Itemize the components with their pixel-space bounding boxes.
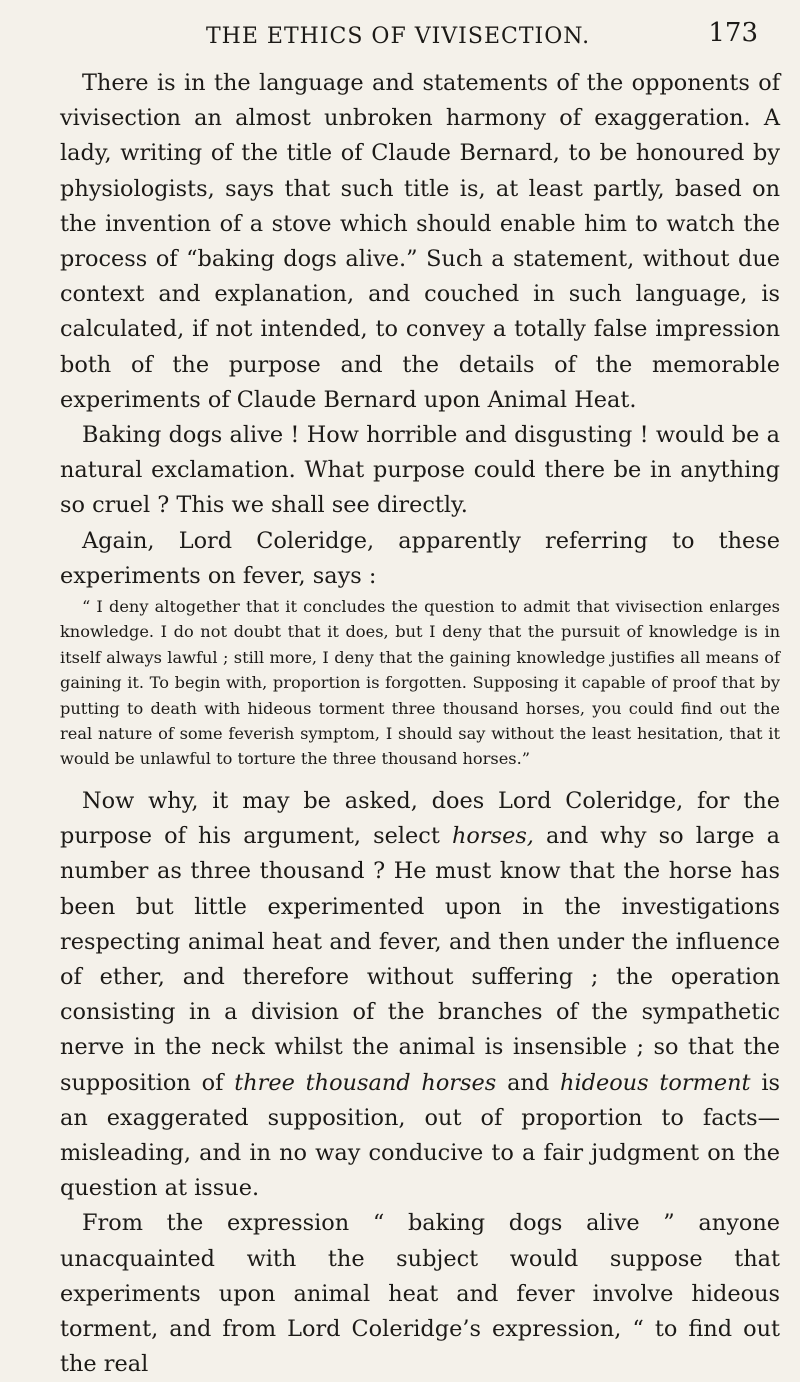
page-header [60, 18, 780, 58]
running-title: THE ETHICS OF VIVISECTION. [206, 24, 591, 49]
paragraph-1: There is in the language and statements of the opponents of vivisection an almost unbroken harmony of exaggeration. A lady, writing of the title of Claude Bernard, to be honoured by physiologists, says that such title is, at least partly, based on the invention of a stove which should enable him to watch the process of “baking dogs alive.” Such a statement, without due context and explanation, and couched in such language, is calculated, if not intended, to convey a totally false impression both of the purpose and the details of the memorable experiments of Claude Bernard upon Animal Heat. [60, 70, 780, 413]
paragraph-4-emphasis-three-thousand-horses: three thousand horses [234, 1069, 497, 1096]
paragraph-4-text-d: is an exaggerated supposition, out of proportion to facts—misleading, and in no way conducive to a fair judgment on the question at issue. [60, 1069, 780, 1202]
paragraph-4-emphasis-horses: horses, [451, 823, 534, 850]
paragraph-3: Again, Lord Coleridge, apparently referring to these experiments on fever, says : [60, 527, 780, 589]
paragraph-4-text-a: Now why, it may be asked, does Lord Coleridge, for the purpose of his argument, select [60, 787, 780, 850]
paragraph-5: From the expression “ baking dogs alive ” anyone unacquainted with the subject would suppose that experiments upon animal heat and fever involve hideous torment, and from Lord Coleridge’s expression, “ to find out the real [60, 1210, 780, 1378]
paragraph-2: Baking dogs alive ! How horrible and disgusting ! would be a natural exclamation. What purpose could there be in anything so cruel ? This we shall see directly. [60, 422, 780, 519]
paragraph-4 [60, 784, 780, 1206]
block-quote: “ I deny altogether that it concludes the question to admit that vivisection enlarges knowledge. I do not doubt that it does, but I deny that the pursuit of knowledge is in itself always lawful ; still more, I deny that the gaining knowledge justifies all means of gaining it. To begin with, proportion is forgotten. Supposing it capable of proof that by putting to death with hideous torment three thousand horses, you could find out the real nature of some feverish symptom, I should say without the least hesitation, that it would be unlawful to torture the three thousand horses.” [60, 597, 780, 769]
body-text [60, 66, 780, 1382]
paragraph-4-text-b: and why so large a number as three thousand ? He must know that the horse has been but little experimented upon in the investigations respecting animal heat and fever, and then under the influence of ether, and therefore without suffering ; the operation consisting in a division of the branches of the sympathetic nerve in the neck whilst the animal is insensible ; so that the supposition of [60, 823, 780, 1096]
paragraph-4-emphasis-hideous-torment: hideous torment [560, 1069, 751, 1096]
page-number: 173 [708, 18, 758, 48]
paragraph-4-text-c: and [496, 1069, 561, 1096]
